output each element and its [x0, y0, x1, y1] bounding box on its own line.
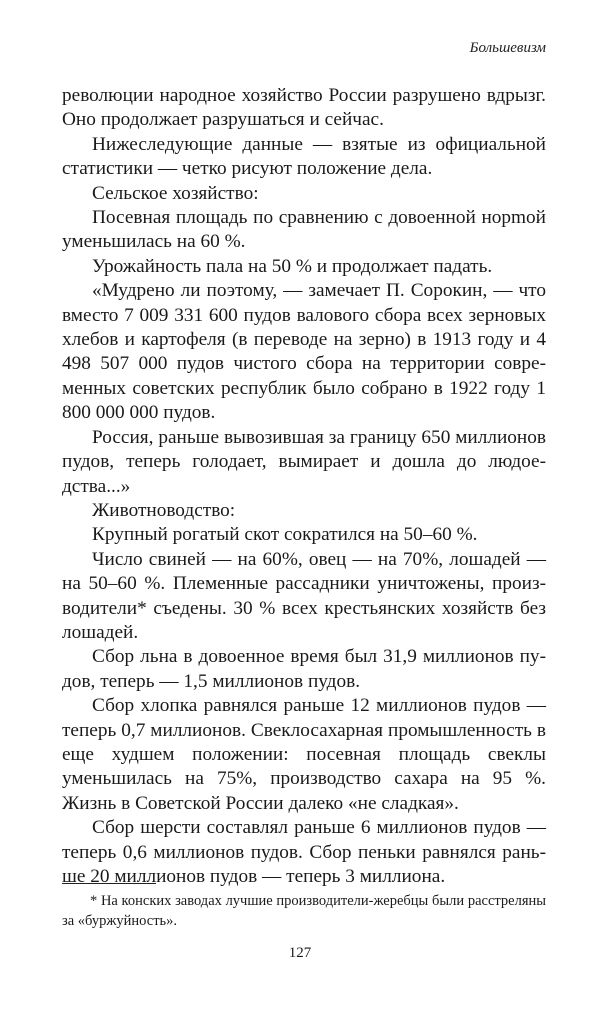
footnote: * На конских заводах лучшие производители-жеребцы были расстреляны за «буржуйность».: [62, 893, 546, 929]
paragraph-2: Нижеследующие данные — взятые из официальной статистики — четко рисуют положение дела.: [62, 133, 546, 180]
page-number: 127: [288, 945, 312, 961]
main-text: [62, 84, 546, 889]
paragraph-4: Посевная площадь по сравнению с довоенной норmой уменьшилась на 60 %.: [62, 207, 546, 253]
paragraph-13: Сбор шерсти составлял раньше 6 миллионов пудов — теперь 0,6 миллионов пудов. Сбор пеньки равнялся раньше 20 миллионов пудов — теперь 3 миллиона.: [62, 817, 546, 887]
footnote-divider: [62, 883, 156, 884]
paragraph-5: Урожайность пала на 50 % и продолжает падать.: [92, 255, 493, 277]
running-title: Большевизм: [469, 40, 546, 56]
paragraph-11: Сбор льна в довоенное время был 31,9 миллионов пудов, теперь — 1,5 миллионов пудов.: [62, 646, 546, 692]
paragraph-9: Крупный рогатый скот сократился на 50–60 %.: [92, 524, 478, 546]
paragraph-1: революции народное хозяйство России разрушено вдрызг. Оно продолжает разрушаться и сейчас.: [62, 85, 546, 131]
paragraph-10: Число свиней — на 60%, овец — на 70%, лошадей — на 50–60 %. Племенные рассадники уничтожены, производители* съедены. 30 % всех крестьянских хозяйств без лошадей.: [62, 548, 546, 643]
paragraph-6: «Мудрено ли поэтому, — замечает П. Сорокин, — что вместо 7 009 331 600 пудов валового сбора всех зерновых хлебов и картофеля (в переводе на зерно) в 1913 году и 4 498 507 000 пудов чистого сбора на территории современных советских республик было собрано в 1922 году 1 800 000 000 пудов.: [62, 280, 546, 424]
paragraph-3: Сельское хозяйство:: [92, 182, 259, 204]
paragraph-7: Россия, раньше вывозившая за границу 650 миллионов пудов, теперь голодает, вымирает и дошла до людоедства...»: [62, 426, 546, 497]
paragraph-8: Животноводство:: [92, 499, 236, 521]
paragraph-12: Сбор хлопка равнялся раньше 12 миллионов пудов — теперь 0,7 миллионов. Свеклосахарная промышленность в еще худшем положении: посевная площадь свеклы уменьшилась на 75%, производство сахара на 95 %. Жизнь в Советской России далеко «не сладкая».: [62, 695, 546, 814]
